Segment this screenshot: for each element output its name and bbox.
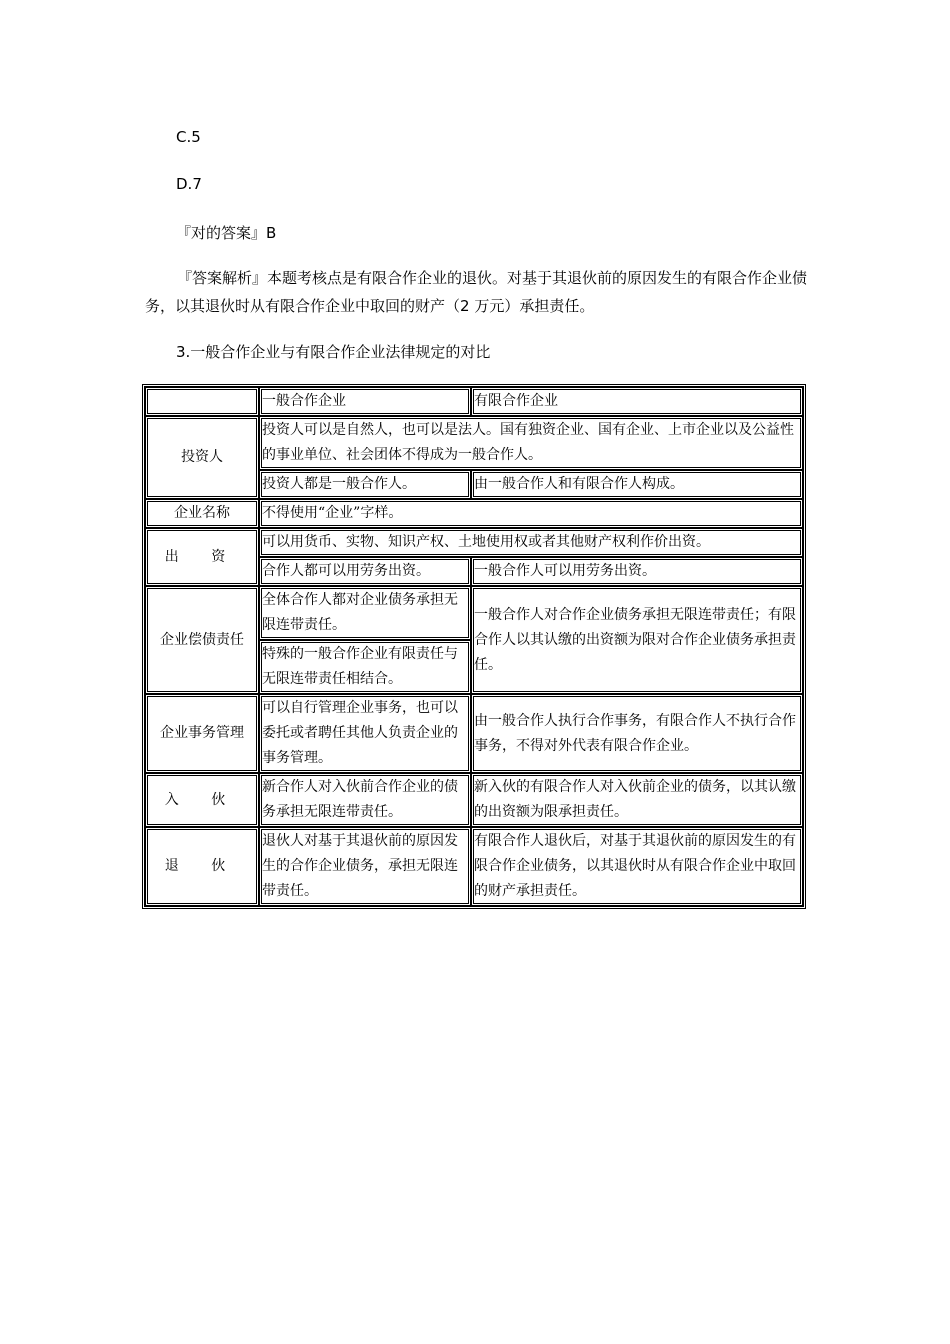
table-row-contribution-common: [145, 528, 803, 557]
comparison-table: [142, 384, 806, 909]
management-limited-cell: 由一般合作人执行合作事务，有限合作人不执行合作事务，不得对外代表有限合作企业。: [471, 694, 803, 773]
table-row-name: [145, 499, 803, 528]
table-row-investor-common: [145, 416, 803, 470]
withdrawal-general-cell: 退伙人对基于其退伙前的原因发生的合作企业债务，承担无限连带责任。: [259, 827, 471, 906]
table-header-row: [145, 387, 803, 416]
contribution-general-cell: 合作人都可以用劳务出资。: [259, 557, 471, 586]
management-general-cell: 可以自行管理企业事务，也可以委托或者聘任其他人负责企业的事务管理。: [259, 694, 471, 773]
admission-general-cell: 新合作人对入伙前合作企业的债务承担无限连带责任。: [259, 773, 471, 827]
row-label-name: 企业名称: [145, 499, 259, 528]
row-label-investor: 投资人: [145, 416, 259, 499]
table-row-withdrawal: [145, 827, 803, 906]
investor-general-cell: 投资人都是一般合作人。: [259, 470, 471, 499]
contribution-common-cell: 可以用货币、实物、知识产权、土地使用权或者其他财产权利作价出资。: [259, 528, 803, 557]
row-label-withdrawal: 退 伙: [145, 827, 259, 906]
option-c: C.5: [176, 128, 201, 146]
answer-analysis: 『答案解析』本题考核点是有限合作企业的退伙。对基于其退伙前的原因发生的有限合作企业债务，以其退伙时从有限合作企业中取回的财产（2 万元）承担责任。: [145, 269, 808, 315]
withdrawal-limited-cell: 有限合作人退伙后，对基于其退伙前的原因发生的有限合作企业债务，以其退伙时从有限合作企业中取回的财产承担责任。: [471, 827, 803, 906]
table-row-management: [145, 694, 803, 773]
row-label-contribution: 出 资: [145, 528, 259, 586]
investor-limited-cell: 由一般合作人和有限合作人构成。: [471, 470, 803, 499]
investor-common-cell: 投资人可以是自然人，也可以是法人。国有独资企业、国有企业、上市企业以及公益性的事业单位、社会团体不得成为一般合作人。: [259, 416, 803, 470]
header-limited-partnership: 有限合作企业: [471, 387, 803, 416]
liability-general-cell-1: 全体合作人都对企业债务承担无限连带责任。: [259, 586, 471, 640]
row-label-liability: 企业偿债责任: [145, 586, 259, 694]
liability-general-cell-2: 特殊的一般合作企业有限责任与无限连带责任相结合。: [259, 640, 471, 694]
table-row-liability-1: [145, 586, 803, 640]
correct-answer: 『对的答案』B: [176, 224, 277, 242]
contribution-limited-cell: 一般合作人可以用劳务出资。: [471, 557, 803, 586]
name-cell: 不得使用“企业”字样。: [259, 499, 803, 528]
section-title: 3.一般合作企业与有限合作企业法律规定的对比: [176, 343, 491, 361]
liability-limited-cell: 一般合作人对合作企业债务承担无限连带责任；有限合作人以其认缴的出资额为限对合作企业债务承担责任。: [471, 586, 803, 694]
header-blank-cell: [145, 387, 259, 416]
row-label-management: 企业事务管理: [145, 694, 259, 773]
row-label-admission: 入 伙: [145, 773, 259, 827]
header-general-partnership: 一般合作企业: [259, 387, 471, 416]
table-row-admission: [145, 773, 803, 827]
admission-limited-cell: 新入伙的有限合作人对入伙前企业的债务，以其认缴的出资额为限承担责任。: [471, 773, 803, 827]
option-d: D.7: [176, 175, 202, 193]
